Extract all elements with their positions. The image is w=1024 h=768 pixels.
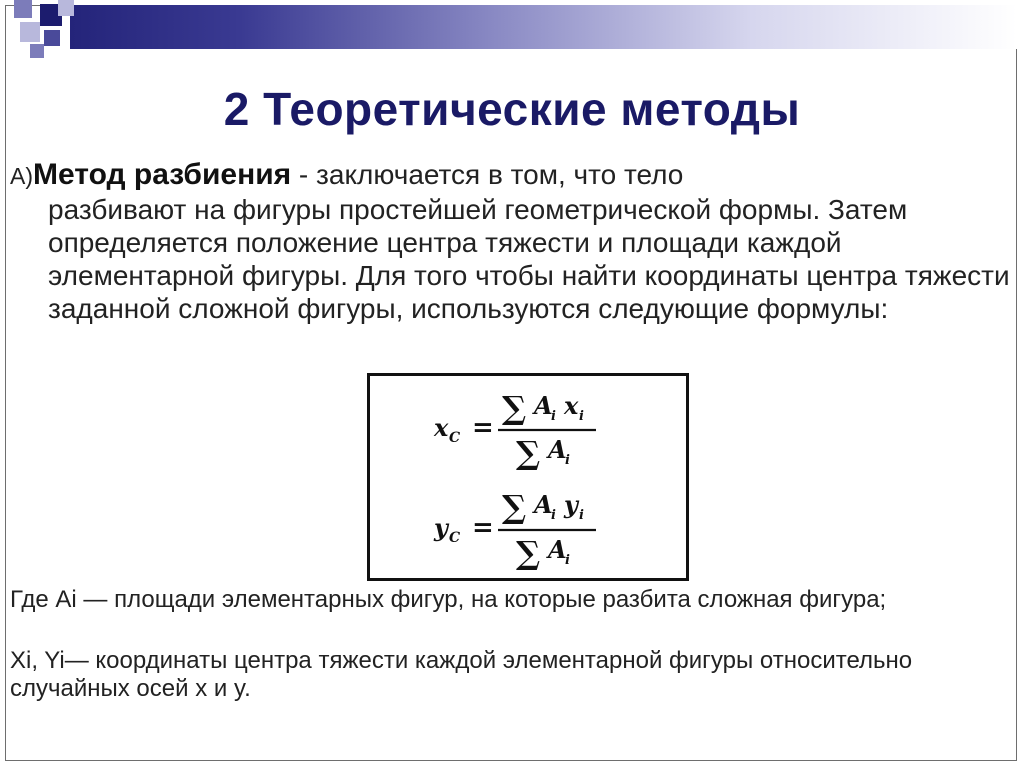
slide-title: 2 Теоретические методы: [223, 83, 801, 135]
method-paragraph: [10, 158, 1015, 325]
xc-num-coord: x: [564, 391, 579, 420]
xc-num-var: A: [534, 391, 553, 420]
xc-num-var-sub: i: [551, 409, 556, 424]
formula-svg: [370, 376, 686, 578]
xc-den-var: A: [548, 435, 567, 464]
yc-num-coord-sub: i: [579, 508, 584, 523]
xc-lhs: x: [434, 413, 449, 442]
deco-square: [44, 30, 60, 46]
yc-num-coord: y: [564, 490, 578, 519]
formula-box: [367, 373, 689, 581]
xc-sum-numerator: ∑: [502, 389, 527, 427]
yc-den-var: A: [548, 535, 567, 564]
note-coordinates: Xi, Yi— координаты центра тяжести каждой элементарной фигуры относительно случайных осей x и y.: [10, 647, 913, 702]
formula-yc: [433, 488, 596, 572]
deco-square: [14, 0, 32, 18]
deco-square: [30, 44, 44, 58]
xc-sum-denominator: ∑: [516, 434, 541, 472]
method-term: Метод разбиения: [33, 158, 292, 191]
deco-square: [58, 0, 74, 16]
yc-num-var: A: [534, 490, 553, 519]
paragraph-body: разбивают на фигуры простейшей геометрической формы. Затем определяется положение центра тяжести и площади каждой элементарной фигуры. Для того чтобы найти координаты центра тяжести заданной сложной фигуры, используются следующие формулы:: [48, 194, 1010, 324]
note-areas: Где Ai — площади элементарных фигур, на которые разбита сложная фигура;: [10, 586, 887, 613]
section-marker: А): [10, 163, 33, 189]
xc-num-coord-sub: i: [579, 409, 584, 424]
header-gradient-band: [70, 5, 1017, 49]
paragraph-first-line: - заключается в том, что тело: [291, 159, 684, 190]
yc-lhs: y: [434, 513, 448, 542]
xc-lhs-sub: C: [449, 430, 461, 446]
yc-lhs-sub: C: [449, 530, 461, 546]
formula-xc: [433, 389, 596, 472]
yc-num-var-sub: i: [551, 508, 556, 523]
deco-square: [20, 22, 40, 42]
yc-sum-numerator: ∑: [502, 488, 527, 526]
xc-equals: =: [472, 413, 494, 443]
yc-sum-denominator: ∑: [516, 534, 541, 572]
yc-den-var-sub: i: [565, 553, 570, 568]
xc-den-var-sub: i: [565, 453, 570, 468]
yc-equals: =: [472, 513, 494, 543]
